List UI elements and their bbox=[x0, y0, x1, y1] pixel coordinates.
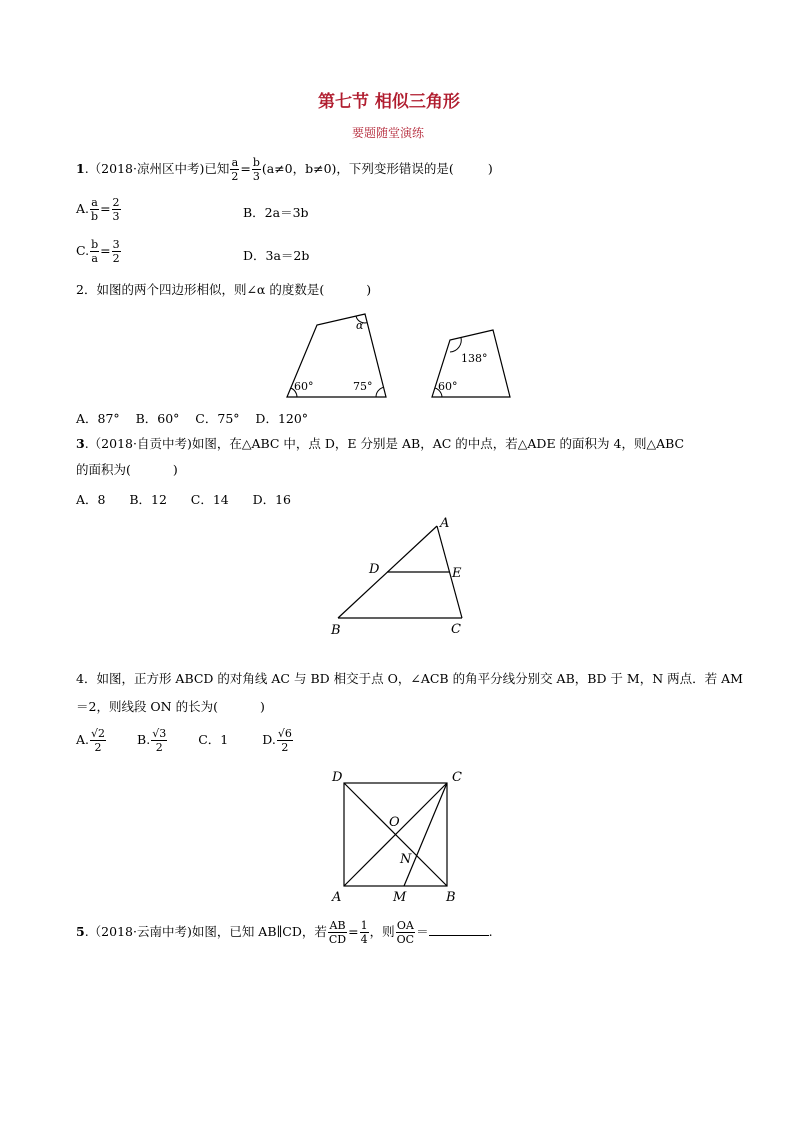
q3-options[interactable]: A．8 B．12 C．14 D．16 bbox=[76, 492, 291, 507]
question-text: (a≠0，b≠0)，下列变形错误的是( bbox=[261, 161, 454, 176]
q2-figure bbox=[280, 305, 520, 401]
angle-alpha-label: α bbox=[356, 319, 364, 332]
option-a[interactable]: A. $\frac{a}{b}$ = $\frac{2}{3}$ bbox=[76, 196, 120, 223]
question-text: .（2018·云南中考)如图，已知 AB∥CD，若 bbox=[84, 924, 327, 939]
question-number: 1 bbox=[76, 161, 85, 176]
q4-figure bbox=[325, 764, 475, 906]
q4-options bbox=[76, 727, 294, 754]
question-3-line2: 的面积为( ) bbox=[76, 462, 178, 477]
answer-blank[interactable] bbox=[429, 923, 489, 936]
point-label: A bbox=[332, 890, 342, 905]
page-title: 第七节 相似三角形 bbox=[318, 92, 460, 112]
point-label: D bbox=[332, 770, 343, 785]
question-2: 2．如图的两个四边形相似，则∠α 的度数是( ) bbox=[76, 282, 372, 297]
fraction: $\frac{b}{3}$ bbox=[252, 156, 260, 183]
q3-figure bbox=[325, 513, 475, 639]
angle-label: 75° bbox=[353, 380, 373, 393]
question-text: .（2018·凉州区中考)已知 bbox=[84, 161, 230, 176]
question-1: 1.（2018·凉州区中考)已知 $\frac{a}{2}$ = $\frac{b}{3}$ (a≠0，b≠0)，下列变形错误的是( ) bbox=[76, 156, 493, 183]
question-5: 5.（2018·云南中考)如图，已知 AB∥CD，若 $\frac{AB}{CD}$ = $\frac{1}{4}$ ，则 $\frac{OA}{OC}$ ＝ . bbox=[76, 919, 493, 946]
point-label: B bbox=[331, 623, 341, 638]
option-c[interactable]: C. $\frac{b}{a}$ = $\frac{3}{2}$ bbox=[76, 238, 120, 265]
point-label: O bbox=[389, 815, 400, 830]
option-b[interactable]: B．2a＝3b bbox=[243, 205, 309, 220]
point-label: D bbox=[369, 562, 380, 577]
question-text: 4．如图，正方形 ABCD 的对角线 AC 与 BD 相交于点 O，∠ACB 的角平分线分别交 AB，BD 于 M，N 两点．若 AM bbox=[76, 671, 743, 686]
point-label: C bbox=[451, 622, 461, 637]
question-3: 3.（2018·自贡中考)如图，在△ABC 中，点 D，E 分别是 AB，AC 的中点，若△ADE 的面积为 4，则△ABC bbox=[76, 436, 685, 451]
angle-label: 138° bbox=[461, 352, 488, 365]
point-label: B bbox=[446, 890, 456, 905]
angle-label: 60° bbox=[294, 380, 314, 393]
option-c[interactable]: C．1 bbox=[198, 732, 229, 747]
fraction: $\frac{a}{2}$ bbox=[231, 156, 239, 183]
question-text: 2．如图的两个四边形相似，则∠α 的度数是( bbox=[76, 282, 325, 297]
point-label: M bbox=[393, 890, 407, 905]
question-4-line2: ＝2，则线段 ON 的长为( ) bbox=[76, 699, 265, 714]
question-text: .（2018·自贡中考)如图，在△ABC 中，点 D，E 分别是 AB，AC 的中点，若△ADE 的面积为 4，则△ABC bbox=[84, 436, 685, 451]
point-label: N bbox=[400, 852, 412, 867]
option-a[interactable]: A. $\frac{√2}{2}$ bbox=[76, 727, 106, 754]
option-d[interactable]: D．3a＝2b bbox=[243, 248, 310, 263]
option-d[interactable]: D. $\frac{√6}{2}$ bbox=[262, 727, 292, 754]
page-subtitle: 要题随堂演练 bbox=[352, 126, 425, 140]
option-b[interactable]: B. $\frac{√3}{2}$ bbox=[137, 727, 167, 754]
point-label: C bbox=[452, 770, 462, 785]
angle-label: 60° bbox=[438, 380, 458, 393]
point-label: E bbox=[452, 566, 462, 581]
q2-options[interactable]: A．87° B．60° C．75° D．120° bbox=[76, 411, 309, 426]
point-label: A bbox=[440, 516, 450, 531]
question-4 bbox=[76, 670, 743, 688]
